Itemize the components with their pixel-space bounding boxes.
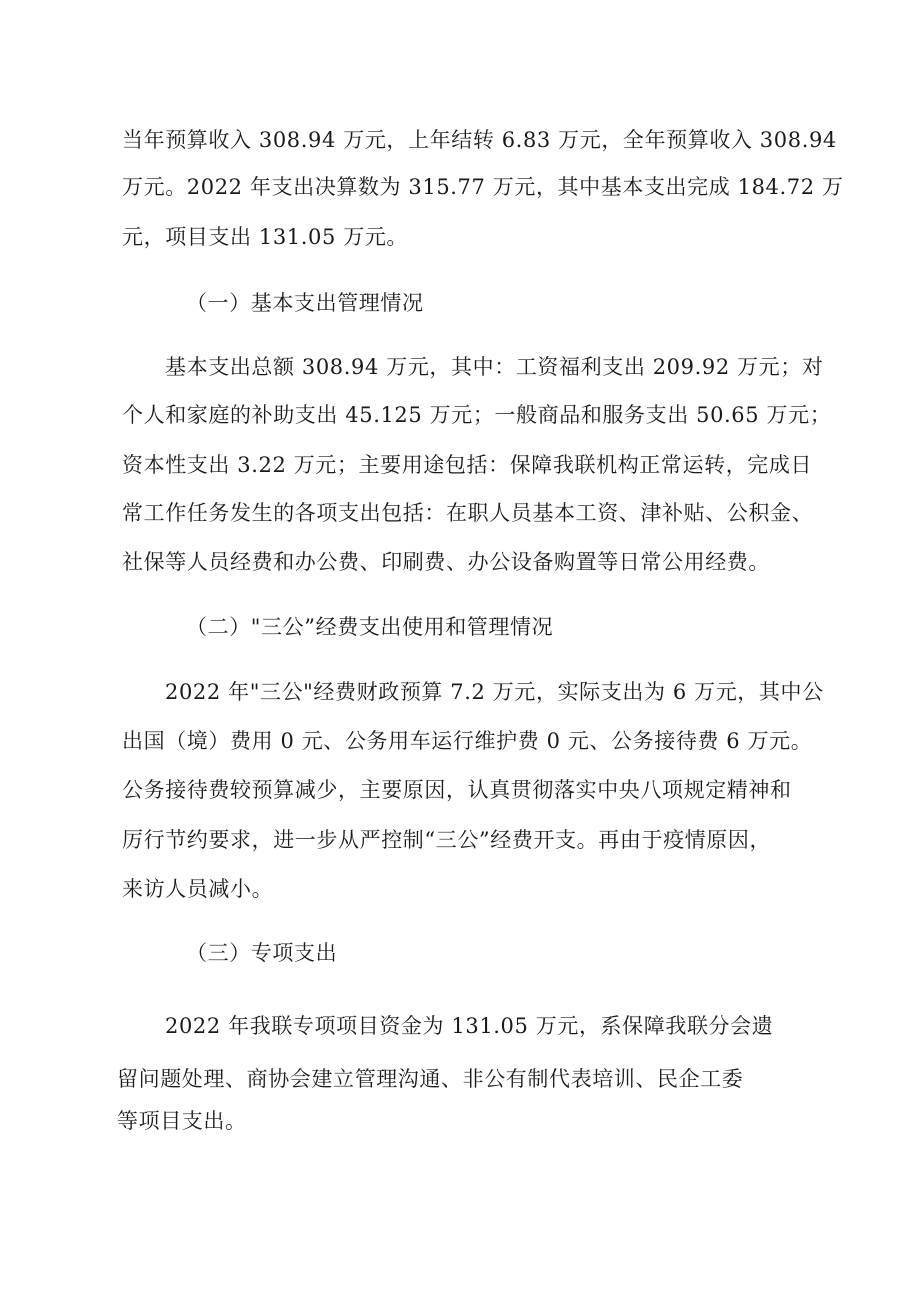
section-basic-line-2: 个人和家庭的补助支出 45.125 万元；一般商品和服务支出 50.65 万元； [122,403,832,427]
section-basic-line-4: 常工作任务发生的各项支出包括：在职人员基本工资、津补贴、公积金、 [122,501,814,525]
section-three-public-line-2: 出国（境）费用 0 元、公务用车运行维护费 0 元、公务接待费 6 万元。 [122,729,813,753]
section-three-public-heading: （二）"三公”经费支出使用和管理情况 [186,615,554,639]
section-three-public-line-3: 公务接待费较预算减少，主要原因，认真贯彻落实中央八项规定精神和 [122,778,792,802]
intro-line-1: 当年预算收入 308.94 万元，上年结转 6.83 万元，全年预算收入 308.94 [122,128,837,152]
intro-line-3: 元，项目支出 131.05 万元。 [122,225,409,249]
section-three-public-line-5: 来访人员减小。 [122,877,274,901]
section-special-line-3: 等项目支出。 [117,1109,247,1133]
section-basic-line-1: 基本支出总额 308.94 万元，其中：工资福利支出 209.92 万元；对 [165,355,824,379]
section-three-public-line-1: 2022 年"三公"经费财政预算 7.2 万元，实际支出为 6 万元，其中公 [165,680,824,704]
section-three-public-line-4: 厉行节约要求，进一步从严控制“三公”经费开支。再由于疫情原因， [122,828,772,852]
section-basic-line-3: 资本性支出 3.22 万元；主要用途包括：保障我联机构正常运转，完成日 [122,453,813,477]
section-special-line-1: 2022 年我联专项项目资金为 131.05 万元，系保障我联分会遗 [165,1014,774,1038]
section-basic-line-5: 社保等人员经费和办公费、印刷费、办公设备购置等日常公用经费。 [122,550,770,574]
section-basic-heading: （一）基本支出管理情况 [186,291,424,315]
section-special-line-2: 留问题处理、商协会建立管理沟通、非公有制代表培训、民企工委 [117,1067,744,1091]
section-special-heading: （三）专项支出 [186,941,338,965]
intro-line-2: 万元。2022 年支出决算数为 315.77 万元，其中基本支出完成 184.72 万 [122,175,844,199]
